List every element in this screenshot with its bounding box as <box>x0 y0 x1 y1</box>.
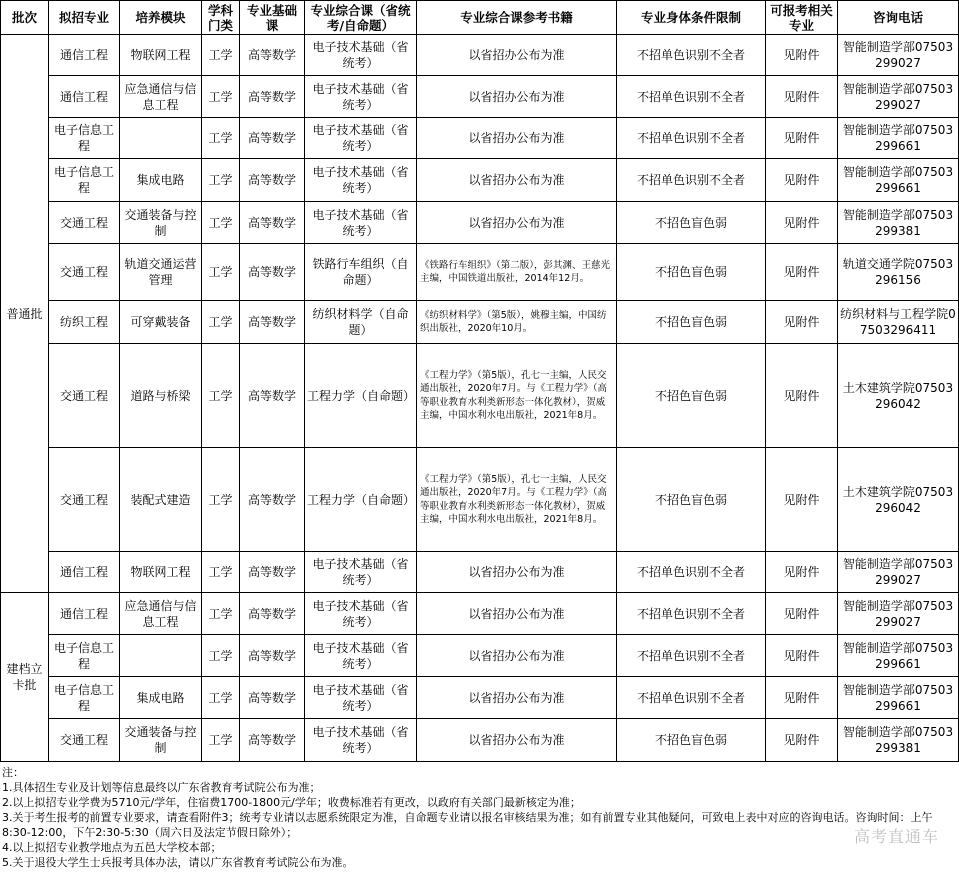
module-cell: 物联网工程 <box>120 35 202 76</box>
physical-limit-cell: 不招单色识别不全者 <box>617 35 766 76</box>
major-cell: 交通工程 <box>49 244 120 301</box>
basic-course-cell: 高等数学 <box>240 344 305 448</box>
basic-course-cell: 高等数学 <box>240 159 305 202</box>
contact-phone-cell: 土木建筑学院07503296042 <box>838 448 959 552</box>
comprehensive-course-cell: 电子技术基础（省统考） <box>305 677 417 719</box>
physical-limit-cell: 不招单色识别不全者 <box>617 552 766 593</box>
related-majors-cell: 见附件 <box>766 344 838 448</box>
table-row <box>1 635 959 677</box>
major-cell: 纺织工程 <box>49 301 120 344</box>
table-row <box>1 202 959 244</box>
related-majors-cell: 见附件 <box>766 301 838 344</box>
major-cell: 交通工程 <box>49 719 120 762</box>
category-cell: 工学 <box>202 448 240 552</box>
reference-books-cell: 以省招办公布为准 <box>417 202 617 244</box>
module-cell: 装配式建造 <box>120 448 202 552</box>
physical-limit-cell: 不招单色识别不全者 <box>617 159 766 202</box>
note-item: 2.以上拟招专业学费为5710元/学年，住宿费1700-1800元/学年；收费标准若有更改，以政府有关部门最新核定为准； <box>2 796 581 809</box>
contact-phone-cell: 智能制造学部07503299027 <box>838 35 959 76</box>
related-majors-cell: 见附件 <box>766 159 838 202</box>
comprehensive-course-cell: 电子技术基础（省统考） <box>305 202 417 244</box>
contact-phone-cell: 智能制造学部07503299027 <box>838 593 959 635</box>
module-cell: 物联网工程 <box>120 552 202 593</box>
comprehensive-course-cell: 电子技术基础（省统考） <box>305 76 417 118</box>
table-row <box>1 244 959 301</box>
major-cell: 通信工程 <box>49 35 120 76</box>
basic-course-cell: 高等数学 <box>240 552 305 593</box>
header-major: 拟招专业 <box>49 1 120 35</box>
table-row <box>1 593 959 635</box>
header-comprehensive-course: 专业综合课（省统考/自命题） <box>305 1 417 35</box>
physical-limit-cell: 不招色盲色弱 <box>617 202 766 244</box>
basic-course-cell: 高等数学 <box>240 593 305 635</box>
basic-course-cell: 高等数学 <box>240 202 305 244</box>
reference-books-cell: 以省招办公布为准 <box>417 593 617 635</box>
related-majors-cell: 见附件 <box>766 635 838 677</box>
related-majors-cell: 见附件 <box>766 35 838 76</box>
major-cell: 交通工程 <box>49 344 120 448</box>
table-row <box>1 35 959 76</box>
note-item: 4.以上拟招专业教学地点为五邑大学校本部； <box>2 841 222 854</box>
major-cell: 电子信息工程 <box>49 118 120 159</box>
major-cell: 电子信息工程 <box>49 677 120 719</box>
table-row <box>1 159 959 202</box>
watermark: 高考直通车 <box>853 827 939 846</box>
reference-books-cell: 以省招办公布为准 <box>417 35 617 76</box>
physical-limit-cell: 不招单色识别不全者 <box>617 593 766 635</box>
comprehensive-course-cell: 电子技术基础（省统考） <box>305 593 417 635</box>
header-row <box>1 1 959 35</box>
basic-course-cell: 高等数学 <box>240 719 305 762</box>
reference-books-cell: 《铁路行车组织》（第二版），彭其渊、王慈光主编，中国铁道出版社，2014年12月。 <box>417 244 617 301</box>
reference-books-cell: 以省招办公布为准 <box>417 118 617 159</box>
header-physical-limits: 专业身体条件限制 <box>617 1 766 35</box>
notes-title: 注： <box>2 766 24 779</box>
major-cell: 交通工程 <box>49 448 120 552</box>
module-cell: 交通装备与控制 <box>120 719 202 762</box>
batch-cell: 普通批 <box>1 35 49 593</box>
basic-course-cell: 高等数学 <box>240 118 305 159</box>
header-basic-course: 专业基础课 <box>240 1 305 35</box>
related-majors-cell: 见附件 <box>766 244 838 301</box>
table-row <box>1 448 959 552</box>
contact-phone-cell: 智能制造学部07503299027 <box>838 76 959 118</box>
basic-course-cell: 高等数学 <box>240 677 305 719</box>
contact-phone-cell: 智能制造学部07503299381 <box>838 719 959 762</box>
module-cell <box>120 635 202 677</box>
related-majors-cell: 见附件 <box>766 593 838 635</box>
basic-course-cell: 高等数学 <box>240 635 305 677</box>
module-cell: 集成电路 <box>120 159 202 202</box>
module-cell: 应急通信与信息工程 <box>120 593 202 635</box>
category-cell: 工学 <box>202 677 240 719</box>
table-row <box>1 552 959 593</box>
major-cell: 电子信息工程 <box>49 635 120 677</box>
comprehensive-course-cell: 电子技术基础（省统考） <box>305 118 417 159</box>
category-cell: 工学 <box>202 593 240 635</box>
comprehensive-course-cell: 电子技术基础（省统考） <box>305 552 417 593</box>
table-row <box>1 118 959 159</box>
contact-phone-cell: 智能制造学部07503299661 <box>838 677 959 719</box>
header-reference-books: 专业综合课参考书籍 <box>417 1 617 35</box>
table-row <box>1 677 959 719</box>
contact-phone-cell: 智能制造学部07503299027 <box>838 552 959 593</box>
physical-limit-cell: 不招色盲色弱 <box>617 448 766 552</box>
reference-books-cell: 以省招办公布为准 <box>417 76 617 118</box>
related-majors-cell: 见附件 <box>766 118 838 159</box>
header-batch: 批次 <box>1 1 49 35</box>
contact-phone-cell: 纺织材料与工程学院07503296411 <box>838 301 959 344</box>
contact-phone-cell: 轨道交通学院07503296156 <box>838 244 959 301</box>
note-item: 5.关于退役大学生士兵报考具体办法，请以广东省教育考试院公布为准。 <box>2 856 354 869</box>
header-related-majors: 可报考相关专业 <box>766 1 838 35</box>
category-cell: 工学 <box>202 344 240 448</box>
reference-books-cell: 以省招办公布为准 <box>417 635 617 677</box>
related-majors-cell: 见附件 <box>766 202 838 244</box>
table-row <box>1 76 959 118</box>
module-cell: 集成电路 <box>120 677 202 719</box>
major-cell: 交通工程 <box>49 202 120 244</box>
physical-limit-cell: 不招单色识别不全者 <box>617 677 766 719</box>
comprehensive-course-cell: 纺织材料学（自命题） <box>305 301 417 344</box>
comprehensive-course-cell: 电子技术基础（省统考） <box>305 719 417 762</box>
category-cell: 工学 <box>202 719 240 762</box>
contact-phone-cell: 土木建筑学院07503296042 <box>838 344 959 448</box>
table-row <box>1 344 959 448</box>
basic-course-cell: 高等数学 <box>240 76 305 118</box>
contact-phone-cell: 智能制造学部07503299661 <box>838 159 959 202</box>
category-cell: 工学 <box>202 76 240 118</box>
category-cell: 工学 <box>202 35 240 76</box>
module-cell: 可穿戴装备 <box>120 301 202 344</box>
basic-course-cell: 高等数学 <box>240 35 305 76</box>
category-cell: 工学 <box>202 635 240 677</box>
category-cell: 工学 <box>202 552 240 593</box>
major-cell: 通信工程 <box>49 593 120 635</box>
header-category: 学科门类 <box>202 1 240 35</box>
major-cell: 电子信息工程 <box>49 159 120 202</box>
reference-books-cell: 《工程力学》（第5版），孔七一主编，人民交通出版社，2020年7月。与《工程力学》（高等职业教育水利类新形态一体化教材），贺威主编，中国水利水电出版社，2021年8月。 <box>417 448 617 552</box>
physical-limit-cell: 不招色盲色弱 <box>617 244 766 301</box>
reference-books-cell: 以省招办公布为准 <box>417 719 617 762</box>
category-cell: 工学 <box>202 118 240 159</box>
reference-books-cell: 《工程力学》（第5版），孔七一主编，人民交通出版社，2020年7月。与《工程力学》（高等职业教育水利类新形态一体化教材），贺威主编，中国水利水电出版社，2021年8月。 <box>417 344 617 448</box>
physical-limit-cell: 不招单色识别不全者 <box>617 635 766 677</box>
category-cell: 工学 <box>202 159 240 202</box>
contact-phone-cell: 智能制造学部07503299661 <box>838 118 959 159</box>
table-row <box>1 719 959 762</box>
related-majors-cell: 见附件 <box>766 677 838 719</box>
physical-limit-cell: 不招色盲色弱 <box>617 301 766 344</box>
contact-phone-cell: 智能制造学部07503299661 <box>838 635 959 677</box>
major-cell: 通信工程 <box>49 76 120 118</box>
major-cell: 通信工程 <box>49 552 120 593</box>
physical-limit-cell: 不招单色识别不全者 <box>617 76 766 118</box>
comprehensive-course-cell: 电子技术基础（省统考） <box>305 35 417 76</box>
related-majors-cell: 见附件 <box>766 719 838 762</box>
physical-limit-cell: 不招单色识别不全者 <box>617 118 766 159</box>
comprehensive-course-cell: 电子技术基础（省统考） <box>305 159 417 202</box>
basic-course-cell: 高等数学 <box>240 244 305 301</box>
note-item: 1.具体招生专业及计划等信息最终以广东省教育考试院公布为准； <box>2 781 321 794</box>
comprehensive-course-cell: 工程力学（自命题） <box>305 344 417 448</box>
category-cell: 工学 <box>202 202 240 244</box>
basic-course-cell: 高等数学 <box>240 448 305 552</box>
header-contact-phone: 咨询电话 <box>838 1 959 35</box>
module-cell: 应急通信与信息工程 <box>120 76 202 118</box>
category-cell: 工学 <box>202 301 240 344</box>
module-cell: 轨道交通运营管理 <box>120 244 202 301</box>
related-majors-cell: 见附件 <box>766 448 838 552</box>
reference-books-cell: 《纺织材料学》（第5版），姚穆主编，中国纺织出版社，2020年10月。 <box>417 301 617 344</box>
note-item: 3.关于考生报考的前置专业要求，请查看附件3；统考专业请以志愿系统限定为准，自命题专业请以报名审核结果为准；如有前置专业其他疑问，可致电上表中对应的咨询电话。咨询时间：上午8:30-12:00，下午2:30-5:30（周六日及法定节假日除外）； <box>2 811 933 839</box>
physical-limit-cell: 不招色盲色弱 <box>617 719 766 762</box>
module-cell <box>120 118 202 159</box>
reference-books-cell: 以省招办公布为准 <box>417 159 617 202</box>
basic-course-cell: 高等数学 <box>240 301 305 344</box>
reference-books-cell: 以省招办公布为准 <box>417 552 617 593</box>
reference-books-cell: 以省招办公布为准 <box>417 677 617 719</box>
related-majors-cell: 见附件 <box>766 552 838 593</box>
notes-section <box>2 765 957 870</box>
table-row <box>1 301 959 344</box>
module-cell: 交通装备与控制 <box>120 202 202 244</box>
contact-phone-cell: 智能制造学部07503299381 <box>838 202 959 244</box>
physical-limit-cell: 不招色盲色弱 <box>617 344 766 448</box>
related-majors-cell: 见附件 <box>766 76 838 118</box>
comprehensive-course-cell: 铁路行车组织（自命题） <box>305 244 417 301</box>
comprehensive-course-cell: 电子技术基础（省统考） <box>305 635 417 677</box>
header-module: 培养模块 <box>120 1 202 35</box>
batch-cell: 建档立卡批 <box>1 593 49 762</box>
module-cell: 道路与桥梁 <box>120 344 202 448</box>
category-cell: 工学 <box>202 244 240 301</box>
comprehensive-course-cell: 工程力学（自命题） <box>305 448 417 552</box>
